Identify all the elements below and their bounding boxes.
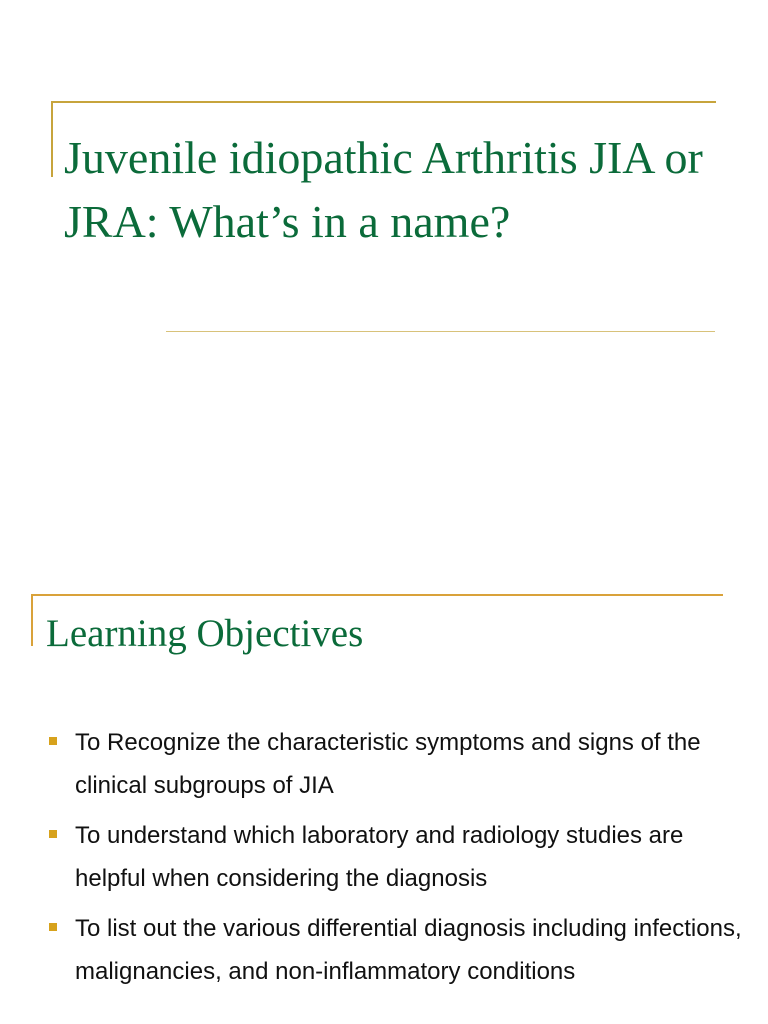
title-underline (166, 331, 715, 332)
slide-title: Juvenile idiopathic Arthritis JIA or JRA: What’s in a name? (64, 132, 703, 247)
objective-text: To list out the various differential diagnosis including infections, malignancies, and non-inflammatory conditions (75, 915, 742, 985)
square-bullet-icon (49, 923, 57, 931)
objective-item (46, 907, 751, 993)
objective-item (46, 814, 751, 900)
objectives-list (46, 721, 751, 1000)
objective-text: To understand which laboratory and radiology studies are helpful when considering the diagnosis (75, 822, 684, 892)
objective-text: To Recognize the characteristic symptoms and signs of the clinical subgroups of JIA (75, 729, 701, 799)
objective-item (46, 721, 751, 807)
square-bullet-icon (49, 830, 57, 838)
square-bullet-icon (49, 737, 57, 745)
section-heading: Learning Objectives (46, 612, 364, 655)
